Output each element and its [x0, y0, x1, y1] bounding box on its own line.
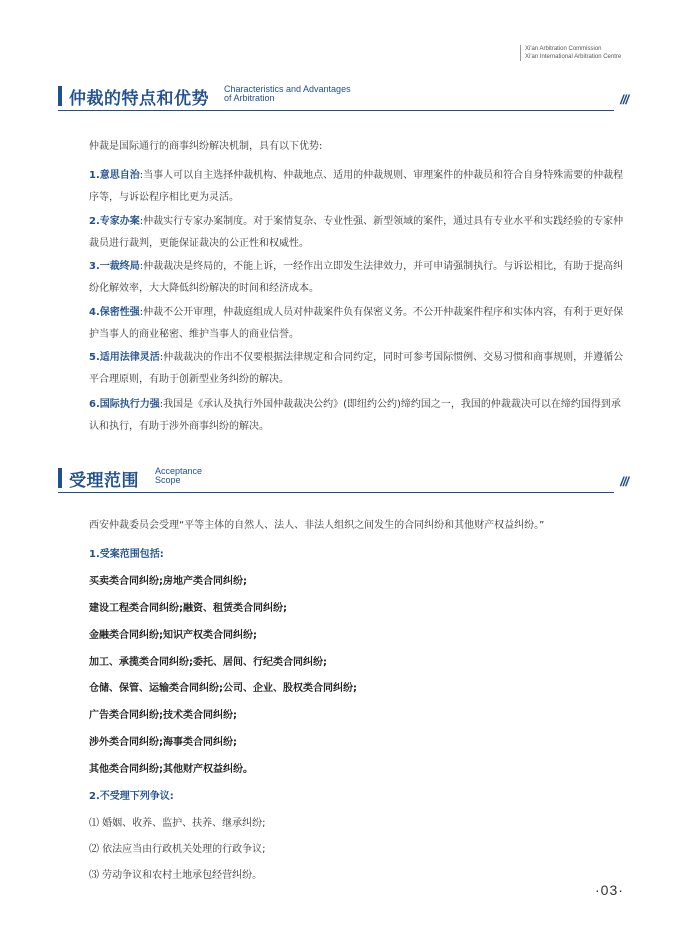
section-title-en-line1: Characteristics and Advantages — [224, 84, 351, 94]
advantage-item-2 — [89, 211, 629, 255]
advantage-text: :仲裁不公开审理，仲裁庭组成人员对仲裁案件负有保密义务。不公开仲裁案件程序和实体内容，有利于更好保护当事人的商业秘密、维护当事人的商业信誉。 — [89, 307, 624, 340]
reject-item: ⑶ 劳动争议和农村土地承包经营纠纷。 — [89, 870, 263, 881]
heading-underline — [58, 492, 614, 493]
section-heading-scope — [58, 466, 628, 496]
advantage-text: :仲裁实行专家办案制度。对于案情复杂、专业性强、新型领域的案件，通过具有专业水平和实践经验的专家仲裁员进行裁判，更能保证裁决的公正性和权威性。 — [89, 216, 624, 249]
advantage-label: 4.保密性强 — [89, 307, 140, 318]
advantage-text: :我国是《承认及执行外国仲裁裁决公约》(即纽约公约)缔约国之一，我国的仲裁裁决可以在缔约国得到承认和执行，有助于涉外商事纠纷的解决。 — [89, 399, 621, 432]
reject-item: ⑵ 依法应当由行政机关处理的行政争议; — [89, 844, 266, 855]
heading-slash-decoration: /// — [620, 92, 628, 107]
heading-underline — [58, 110, 614, 111]
section-heading-characteristics — [58, 84, 628, 114]
section-title-zh: 仲裁的特点和优势 — [69, 89, 209, 109]
section-title-en-line2: of Arbitration — [224, 93, 275, 103]
section-title-en — [155, 467, 202, 485]
advantage-label: 5.适用法律灵活 — [89, 352, 160, 363]
accept-heading: 1.受案范围包括: — [89, 549, 164, 560]
section-title-en-line1: Acceptance — [155, 466, 203, 476]
intro-paragraph: 仲裁是国际通行的商事纠纷解决机制，具有以下优势: — [89, 141, 323, 152]
section-title-en — [224, 85, 351, 103]
advantage-item-1 — [89, 165, 629, 209]
reject-heading: 2.不受理下列争议: — [89, 791, 174, 802]
advantage-item-3 — [89, 256, 629, 300]
accept-item: 建设工程类合同纠纷;融资、租赁类合同纠纷; — [89, 603, 287, 614]
reject-item: ⑴ 婚姻、收养、监护、扶养、继承纠纷; — [89, 818, 266, 829]
page-number: ·03· — [595, 882, 624, 898]
scope-intro: 西安仲裁委员会受理“平等主体的自然人、法人、非法人组织之间发生的合同纠纷和其他财产权益纠纷。” — [89, 520, 545, 531]
accept-item: 其他类合同纠纷;其他财产权益纠纷。 — [89, 764, 253, 775]
advantage-item-5 — [89, 347, 629, 391]
advantage-label: 3.一裁终局 — [89, 261, 140, 272]
advantage-item-6 — [89, 394, 629, 438]
advantage-text: :仲裁裁决的作出不仅要根据法律规定和合同约定，同时可参考国际惯例、交易习惯和商事规则，并遵循公平合理原则，有助于创新型业务纠纷的解决。 — [89, 352, 624, 385]
section-title-zh: 受理范围 — [69, 471, 139, 491]
accept-item: 买卖类合同纠纷;房地产类合同纠纷; — [89, 576, 247, 587]
advantage-text: :当事人可以自主选择仲裁机构、仲裁地点、适用的仲裁规则、审理案件的仲裁员和符合自身特殊需要的仲裁程序等，与诉讼程序相比更为灵活。 — [89, 170, 624, 203]
header-org-line1: Xi'an Arbitration Commission — [525, 46, 602, 52]
advantage-item-4 — [89, 302, 629, 346]
header-org-line2: Xi'an International Arbitration Centre — [525, 54, 622, 60]
advantage-label: 2.专家办案 — [89, 216, 140, 227]
accept-item: 广告类合同纠纷;技术类合同纠纷; — [89, 710, 237, 721]
accept-item: 仓储、保管、运输类合同纠纷;公司、企业、股权类合同纠纷; — [89, 683, 357, 694]
header-organization — [520, 45, 621, 61]
accept-item: 加工、承揽类合同纠纷;委托、居间、行纪类合同纠纷; — [89, 657, 327, 668]
advantage-label: 1.意思自治 — [89, 170, 140, 181]
section-title-en-line2: Scope — [155, 475, 181, 485]
advantage-label: 6.国际执行力强 — [89, 399, 160, 410]
accept-item: 涉外类合同纠纷;海事类合同纠纷; — [89, 737, 237, 748]
heading-accent-bar — [58, 468, 62, 488]
heading-slash-decoration: /// — [620, 474, 628, 489]
accept-item: 金融类合同纠纷;知识产权类合同纠纷; — [89, 630, 257, 641]
advantage-text: :仲裁裁决是终局的，不能上诉，一经作出立即发生法律效力，并可申请强制执行。与诉讼相比，有助于提高纠纷化解效率，大大降低纠纷解决的时间和经济成本。 — [89, 261, 624, 294]
heading-accent-bar — [58, 86, 62, 106]
